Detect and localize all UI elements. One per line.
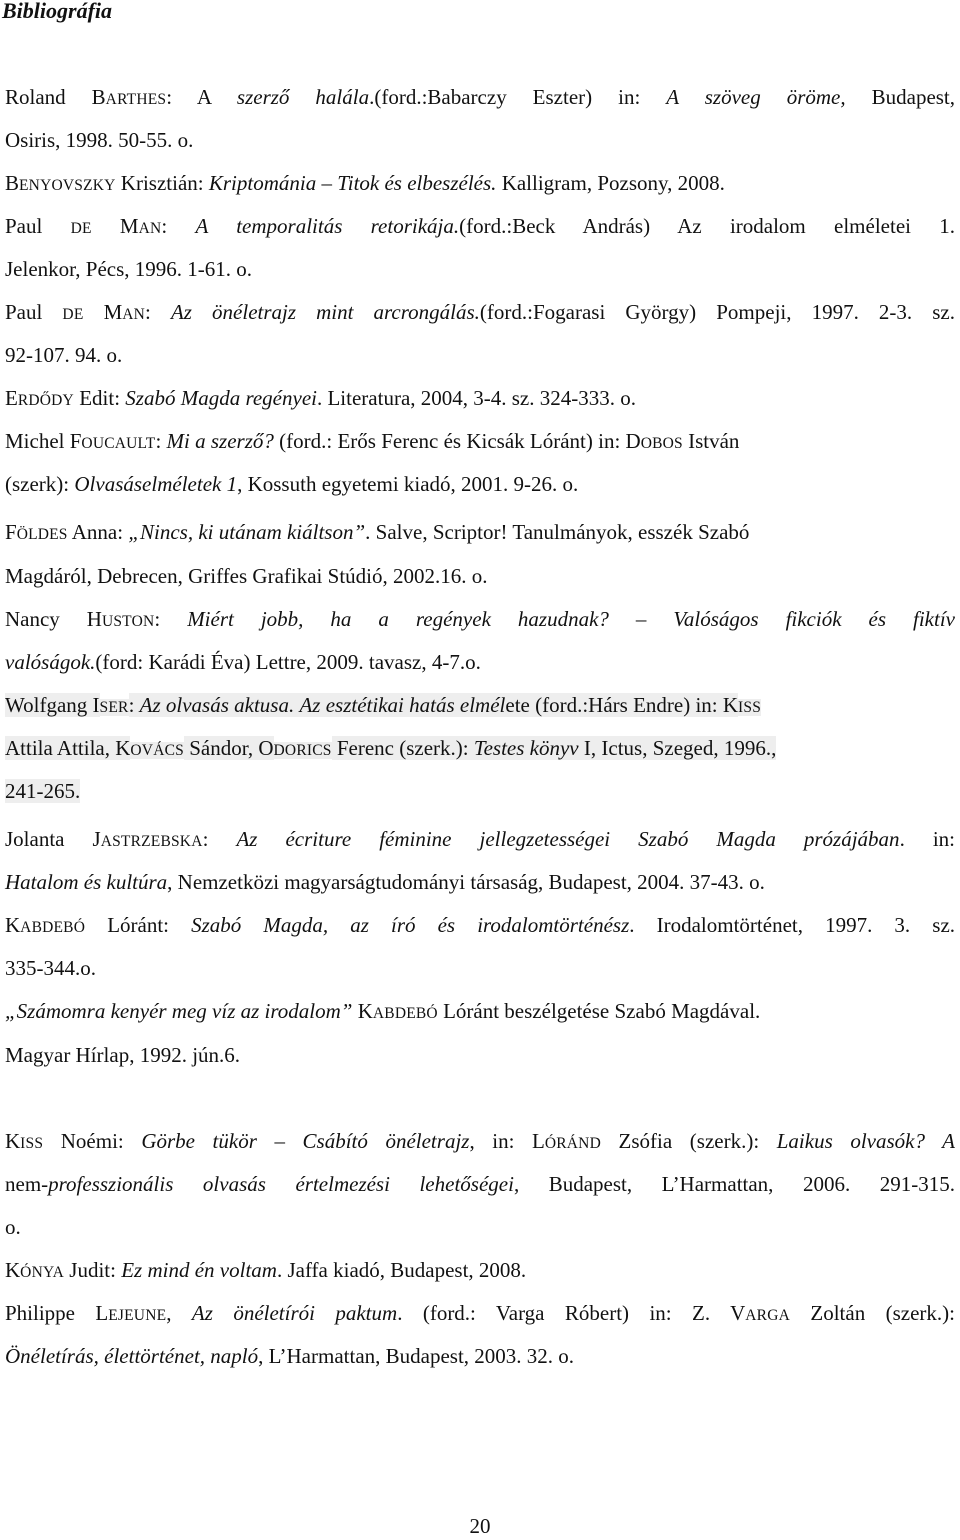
entry-text: Jelenkor, Pécs, 1996. 1-61. o. — [5, 257, 253, 281]
small-caps-name-text: ÖLDES — [16, 526, 68, 543]
entry-text: : A — [166, 85, 237, 109]
bibliography-line — [5, 1170, 955, 1198]
bibliography-line — [5, 341, 122, 369]
italic-title-text: Valóságos fikciók és fiktív — [673, 607, 955, 631]
entry-text: : — [202, 827, 237, 851]
entry-text: Zoltán (szerk.): — [790, 1301, 955, 1325]
entry-text: Zsófia (szerk.): — [600, 1129, 777, 1153]
entry-text: Jolanta J — [5, 827, 101, 851]
bibliography-line — [5, 562, 488, 590]
bibliography-line — [5, 911, 955, 942]
small-caps-name-text: EJEUNE — [108, 1307, 167, 1324]
entry-text: Judit: — [64, 1258, 122, 1282]
bibliography-line — [5, 1342, 574, 1370]
entry-text: Lóránt beszélgetése Szabó Magdával. — [437, 999, 761, 1023]
bibliography-line — [5, 1213, 21, 1241]
entry-text: . Literatura, 2004, 3-4. sz. 324-333. o. — [316, 386, 636, 410]
entry-text: I, Ictus, Szeged, 1996., — [578, 736, 777, 760]
entry-text: . Salve, Scriptor! Tanulmányok, esszék Szabó — [365, 520, 750, 544]
small-caps-name-text: ABDEBÓ — [20, 919, 86, 936]
entry-text: : — [155, 429, 167, 453]
small-caps-name-text: ISS — [738, 699, 762, 716]
entry-text: F — [5, 520, 17, 544]
entry-text: – — [608, 607, 674, 631]
italic-title-text: Mi a szerző? — [166, 429, 274, 453]
italic-title-text: halála — [315, 85, 370, 109]
small-caps-name-text: DE — [70, 220, 92, 237]
bibliography-line — [5, 825, 955, 856]
entry-text: . Irodalomtörténet, 1997. 3. sz. — [629, 913, 956, 937]
small-caps-name-text: OVÁCS — [130, 742, 184, 759]
entry-text: , Kossuth egyetemi kiadó, 2001. 9-26. o. — [237, 472, 579, 496]
entry-text: Anna: — [67, 520, 129, 544]
bibliography-line — [5, 384, 636, 415]
page-number: 20 — [469, 1514, 491, 1538]
small-caps-name-text: RDŐDY — [17, 392, 74, 409]
entry-text: Kalligram, Pozsony, 2008. — [496, 171, 725, 195]
entry-text: B — [5, 171, 20, 195]
entry-text: Magdáról, Debrecen, Griffes Grafikai Stúdió, 2002.16. o. — [5, 564, 488, 588]
small-caps-name-text: ENYOVSZKY — [19, 177, 116, 194]
entry-text: , in: L — [469, 1129, 545, 1153]
entry-text: . Jaffa kiadó, Budapest, 2008. — [276, 1258, 527, 1282]
bibliography-line — [5, 1256, 526, 1287]
italic-title-text: Az écriture féminine jellegzetességei Szabó Magda prózájában — [236, 827, 900, 851]
entry-text: Philippe L — [5, 1301, 109, 1325]
entry-text: , L’Harmattan, Budapest, 2003. 32. o. — [258, 1344, 575, 1368]
italic-title-text: Görbe tükör – Csábító önéletrajz — [141, 1129, 470, 1153]
small-caps-name-text: ARGA — [745, 1307, 790, 1324]
small-caps-name-text: ABDEBÓ — [372, 1005, 438, 1022]
bibliography-line — [5, 777, 80, 805]
bibliography-line — [5, 1127, 955, 1158]
entry-text: K — [5, 1258, 21, 1282]
italic-title-text: Olvasáselméletek 1 — [74, 472, 238, 496]
italic-title-text: Az önéletrajz mint arcrongálás. — [170, 300, 480, 324]
entry-text: (ford.:Fogarasi György) Pompeji, 1997. 2-3. sz. — [479, 300, 955, 324]
small-caps-name-text: SER — [99, 699, 129, 716]
italic-title-text: Kriptománia – Titok és elbeszélés. — [208, 171, 497, 195]
entry-text: K — [5, 913, 21, 937]
small-caps-name-text: OUCAULT — [81, 435, 156, 452]
italic-title-text: Laikus olvasók? A — [776, 1129, 955, 1153]
entry-text: István — [682, 429, 740, 453]
italic-title-text: Miért jobb, ha a regények hazudnak? — [187, 607, 609, 631]
small-caps-name-text: USTON — [101, 613, 155, 630]
entry-text: : — [161, 214, 196, 238]
entry-text: Attila Attila, K — [5, 736, 131, 760]
entry-text: Wolfgang I — [5, 693, 100, 717]
entry-text: . (ford.: Varga Róbert) in: Z. V — [397, 1301, 746, 1325]
entry-text: Edit: — [73, 386, 126, 410]
bibliography-line — [5, 126, 193, 154]
entry-text: 92-107. 94. o. — [5, 343, 123, 367]
entry-text: (ford.:Beck András) Az irodalom elméletei 1. — [459, 214, 955, 238]
entry-text: Lóránt: — [85, 913, 192, 937]
bibliography-line — [5, 427, 739, 458]
small-caps-name-text: AN — [138, 220, 162, 237]
entry-text: 241-265. — [5, 779, 81, 803]
italic-title-text: Ez mind én voltam — [121, 1258, 277, 1282]
small-caps-name-text: AN — [122, 306, 146, 323]
small-caps-name-text: ISS — [20, 1135, 44, 1152]
entry-text: M — [91, 214, 139, 238]
small-caps-name-text: ASTRZEBSKA — [100, 833, 203, 850]
entry-text: M — [83, 300, 123, 324]
entry-text: Paul — [5, 300, 63, 324]
small-caps-name-text: ÓNYA — [20, 1264, 65, 1281]
entry-text: Ferenc (szerk.): — [331, 736, 474, 760]
italic-title-text: Az önéletírói paktum — [191, 1301, 398, 1325]
entry-text: . in: — [899, 827, 956, 851]
entry-text: .(ford.:Babarczy Eszter) in: — [369, 85, 667, 109]
entry-text: Krisztián: — [115, 171, 209, 195]
entry-text: 335-344.o. — [5, 956, 96, 980]
entry-text: Michel F — [5, 429, 82, 453]
bibliography-line — [5, 212, 955, 243]
bibliography-line — [5, 734, 776, 765]
entry-text: , — [166, 1301, 192, 1325]
bibliography-line — [5, 83, 955, 114]
bibliography-line — [5, 691, 761, 722]
bibliography-line — [5, 997, 760, 1028]
italic-title-text: szerző — [236, 85, 290, 109]
italic-title-text: Szabó Magda, az író és irodalomtörténész — [191, 913, 630, 937]
small-caps-name-text: ÓRÁND — [544, 1135, 601, 1152]
entry-text: K — [352, 999, 373, 1023]
bibliography-line — [5, 1041, 240, 1069]
italic-title-text: Az olvasás aktusa. — [139, 693, 295, 717]
italic-title-text: „Nincs, ki utánam kiáltson” — [128, 520, 366, 544]
page-title: Bibliográfia — [2, 0, 113, 23]
entry-text: nem- — [5, 1172, 49, 1196]
entry-text: o. — [5, 1215, 21, 1239]
bibliography-line — [5, 255, 252, 283]
entry-text: Nancy H — [5, 607, 102, 631]
entry-text — [289, 85, 315, 109]
entry-text: : — [145, 300, 171, 324]
bibliography-line — [5, 470, 578, 498]
entry-text: E — [5, 386, 18, 410]
bibliography-line — [5, 1299, 955, 1330]
entry-text: (ford.: Erős Ferenc és Kicsák Lóránt) in: D — [273, 429, 641, 453]
bibliography-line — [5, 648, 481, 676]
italic-title-text: A szöveg öröme, — [666, 85, 846, 109]
entry-text: Budapest, — [845, 85, 956, 109]
italic-title-text: „Számomra kenyér meg víz az irodalom” — [5, 999, 353, 1023]
italic-title-text: Önéletírás, élettörténet, napló — [5, 1344, 259, 1368]
italic-title-text: Az esztétikai hatás elmél — [299, 693, 506, 717]
entry-text: , Budapest, L’Harmattan, 2006. 291-315. — [513, 1172, 955, 1196]
entry-text: , Nemzetközi magyarságtudományi társaság, Budapest, 2004. 37-43. o. — [167, 870, 765, 894]
small-caps-name-text: OBOS — [640, 435, 683, 452]
bibliography-line — [5, 298, 955, 329]
entry-text: Osiris, 1998. 50-55. o. — [5, 128, 194, 152]
entry-text: (ford: Karádi Éva) Lettre, 2009. tavasz, 4-7.o. — [95, 650, 481, 674]
bibliography-line — [5, 169, 725, 200]
entry-text: : — [128, 693, 140, 717]
entry-text: ete (ford.:Hárs Endre) in: K — [505, 693, 739, 717]
entry-text: Paul — [5, 214, 71, 238]
bibliography-line — [5, 518, 749, 549]
entry-text: Noémi: — [43, 1129, 142, 1153]
entry-text: : — [154, 607, 188, 631]
italic-title-text: Hatalom és kultúra — [5, 870, 168, 894]
bibliography-line — [5, 605, 955, 636]
small-caps-name-text: DORICS — [273, 742, 332, 759]
entry-text: (szerk): — [5, 472, 75, 496]
entry-text: K — [5, 1129, 21, 1153]
small-caps-name-text: DE — [62, 306, 84, 323]
italic-title-text: valóságok. — [5, 650, 96, 674]
entry-text: Magyar Hírlap, 1992. jún.6. — [5, 1043, 241, 1067]
bibliography-line — [5, 954, 96, 982]
entry-text: Sándor, O — [183, 736, 274, 760]
bibliography-line — [5, 868, 765, 896]
italic-title-text: Testes könyv — [473, 736, 579, 760]
small-caps-name-text: ARTHES — [105, 91, 167, 108]
italic-title-text: professzionális olvasás értelmezési lehetőségei — [48, 1172, 514, 1196]
italic-title-text: Szabó Magda regényei — [125, 386, 317, 410]
italic-title-text: A temporalitás retorikája. — [195, 214, 460, 238]
entry-text: Roland B — [5, 85, 106, 109]
